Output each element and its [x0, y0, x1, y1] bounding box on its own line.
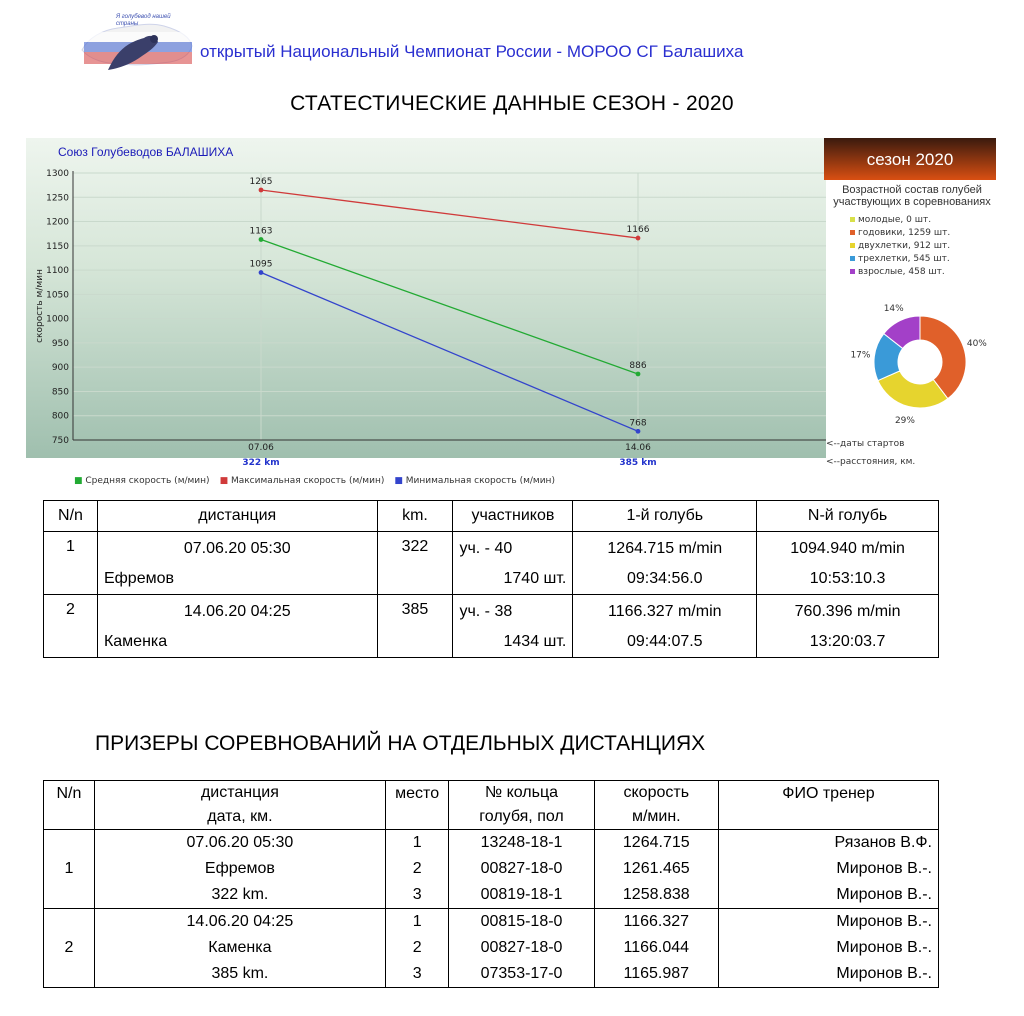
y-tick-label: 1150: [46, 241, 69, 252]
data-point: [259, 237, 264, 242]
donut-percent-label: 14%: [883, 304, 904, 315]
donut-percent-label: 40%: [966, 338, 987, 349]
stats-row: [44, 532, 939, 595]
stats-header-row: [44, 501, 939, 532]
legend-item-avg: ■ Средняя скорость (м/мин): [74, 476, 210, 486]
cell-n: 2: [44, 909, 95, 988]
stats-table: [43, 500, 939, 658]
pie-title: Возрастной состав голубей участвующих в соревнованиях: [833, 184, 991, 208]
y-tick-label: 1050: [46, 290, 69, 301]
data-point: [636, 372, 641, 377]
data-point: [636, 429, 641, 434]
data-point: [259, 188, 264, 193]
header-trainer: ФИО тренер: [718, 781, 938, 830]
cell-last-bird: 760.396 m/min 13:20:03.7: [757, 595, 939, 658]
legend-label-min: Минимальная скорость (м/мин): [405, 476, 555, 486]
cell-place: 1 2 3: [385, 909, 448, 988]
prizes-title: ПРИЗЕРЫ СОРЕВНОВАНИЙ НА ОТДЕЛЬНЫХ ДИСТАНЦИЯХ: [95, 732, 706, 755]
series-line: [261, 240, 638, 374]
distance-label: 385 km: [619, 458, 657, 468]
cell-trainer: Миронов В.-. Миронов В.-. Миронов В.-.: [718, 909, 938, 988]
cell-first-bird: 1264.715 m/min 09:34:56.0: [573, 532, 757, 595]
y-tick-label: 1250: [46, 193, 69, 204]
season-banner: сезон 2020: [824, 138, 996, 180]
header-title: открытый Национальный Чемпионат России - МОРОО СГ Балашиха: [200, 42, 744, 61]
chart-legend: [74, 476, 555, 486]
prize-group: [44, 830, 939, 909]
cell-n: 2: [44, 595, 98, 658]
legend-item-min: ■ Минимальная скорость (м/мин): [394, 476, 555, 486]
data-point: [259, 270, 264, 275]
y-tick-label: 1100: [46, 266, 69, 277]
data-label: 1265: [249, 176, 273, 187]
pie-legend-item: взрослые, 458 шт.: [850, 266, 950, 279]
cell-speed: 1166.327 1166.044 1165.987: [594, 909, 718, 988]
cell-n: 1: [44, 532, 98, 595]
donut-percent-label: 29%: [894, 416, 915, 427]
prize-group: [44, 909, 939, 988]
pie-legend-item: молодые, 0 шт.: [850, 214, 950, 227]
header-place: место: [385, 781, 448, 830]
y-tick-label: 850: [51, 387, 69, 398]
cell-trainer: Рязанов В.Ф. Миронов В.-. Миронов В.-.: [718, 830, 938, 909]
cell-speed: 1264.715 1261.465 1258.838: [594, 830, 718, 909]
data-label: 1163: [249, 226, 273, 237]
y-tick-label: 1200: [46, 217, 69, 228]
cell-n: 1: [44, 830, 95, 909]
stats-row: [44, 595, 939, 658]
cell-ring: 00815-18-0 00827-18-0 07353-17-0: [449, 909, 594, 988]
legend-label-max: Максимальная скорость (м/мин): [230, 476, 385, 486]
pie-legend-item: двухлетки, 912 шт.: [850, 240, 950, 253]
x-tick-label: 07.06: [248, 443, 274, 453]
cell-participants: уч. - 38 1434 шт.: [453, 595, 573, 658]
x-tick-label: 14.06: [625, 443, 651, 453]
y-tick-label: 900: [51, 363, 69, 374]
prizes-table: [43, 780, 939, 988]
pie-legend: [850, 214, 950, 279]
data-label: 768: [629, 418, 647, 429]
y-tick-label: 950: [51, 338, 69, 349]
header-first-bird: 1-й голубь: [573, 501, 757, 532]
start-dates-note: <--даты стартов: [826, 439, 905, 449]
donut-percent-label: 17%: [850, 350, 871, 361]
header-n: N/n: [44, 501, 98, 532]
data-label: 1166: [626, 225, 650, 236]
header-ring: № кольца голубя, пол: [449, 781, 594, 830]
pie-legend-item: трехлетки, 545 шт.: [850, 253, 950, 266]
y-axis-label: скорость м/мин: [35, 269, 45, 343]
logo-text: Я голубевод нашей страны: [116, 14, 171, 27]
main-title: СТАТЕСТИЧЕСКИЕ ДАННЫЕ СЕЗОН - 2020: [290, 92, 734, 115]
header-km: km.: [377, 501, 453, 532]
series-line: [261, 273, 638, 432]
header-participants: участников: [453, 501, 573, 532]
cell-place: 1 2 3: [385, 830, 448, 909]
prizes-header-row: [44, 781, 939, 830]
data-label: 886: [629, 360, 647, 371]
cell-distance: 07.06.20 05:30 Ефремов 322 km.: [94, 830, 385, 909]
cell-last-bird: 1094.940 m/min 10:53:10.3: [757, 532, 939, 595]
header-distance: дистанция дата, км.: [94, 781, 385, 830]
distances-note: <--расстояния, км.: [826, 457, 916, 467]
legend-label-avg: Средняя скорость (м/мин): [85, 476, 210, 486]
header-n: N/n: [44, 781, 95, 830]
y-tick-label: 1300: [46, 169, 69, 179]
data-point: [636, 236, 641, 241]
header-speed: скорость м/мин.: [594, 781, 718, 830]
y-tick-label: 1000: [46, 314, 69, 325]
cell-km: 385: [377, 595, 453, 658]
y-tick-label: 750: [51, 436, 69, 446]
pie-legend-item: годовики, 1259 шт.: [850, 227, 950, 240]
cell-km: 322: [377, 532, 453, 595]
donut-chart: [840, 296, 1000, 436]
cell-ring: 13248-18-1 00827-18-0 00819-18-1: [449, 830, 594, 909]
y-tick-label: 800: [51, 411, 69, 422]
cell-first-bird: 1166.327 m/min 09:44:07.5: [573, 595, 757, 658]
legend-item-max: ■ Максимальная скорость (м/мин): [219, 476, 385, 486]
cell-distance: 14.06.20 04:25 Каменка 385 km.: [94, 909, 385, 988]
line-chart: [0, 0, 830, 470]
header-distance: дистанция: [97, 501, 377, 532]
chart-title: Союз Голубеводов БАЛАШИХА: [58, 145, 234, 159]
cell-distance: 14.06.20 04:25 Каменка: [97, 595, 377, 658]
data-label: 1095: [249, 259, 273, 270]
cell-distance: 07.06.20 05:30 Ефремов: [97, 532, 377, 595]
header-last-bird: N-й голубь: [757, 501, 939, 532]
distance-label: 322 km: [242, 458, 280, 468]
cell-participants: уч. - 40 1740 шт.: [453, 532, 573, 595]
